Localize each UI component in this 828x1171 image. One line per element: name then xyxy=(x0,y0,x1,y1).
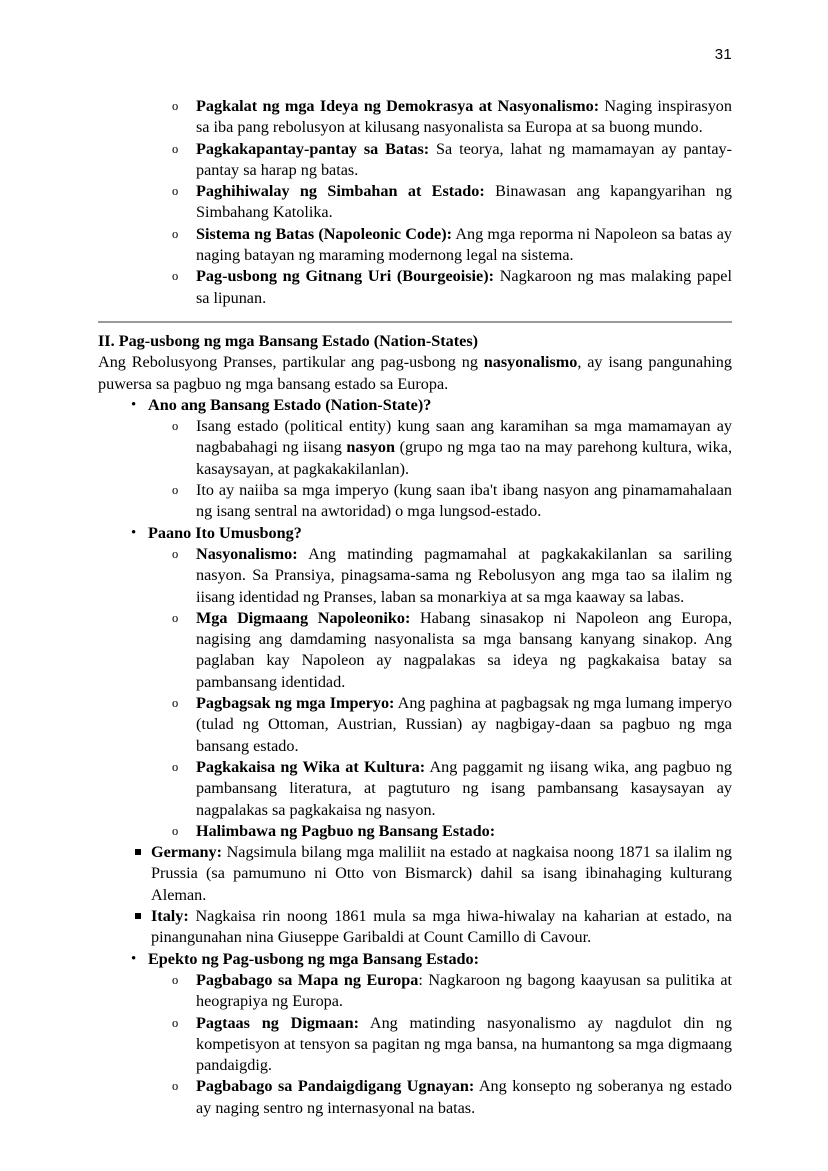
how-it-rose-list xyxy=(98,544,732,949)
item-term: Pagkalat ng mga Ideya ng Demokrasya at Nasyonalismo: xyxy=(196,97,600,115)
list-item-group xyxy=(98,949,732,1119)
list-item xyxy=(98,544,732,608)
list-item-group xyxy=(98,523,732,949)
circle-marker-icon: o xyxy=(172,1015,179,1030)
circle-marker-icon: o xyxy=(172,546,179,561)
item-term: Pagkakaisa ng Wika at Kultura: xyxy=(196,757,426,776)
list-item xyxy=(98,693,732,757)
item-text-post: (grupo ng mga tao na may parehong kultura, wika, kasaysayan, at pagkakakilanlan). xyxy=(196,438,733,478)
circle-marker-icon: o xyxy=(172,226,179,241)
item-term: Mga Digmaang Napoleoniko: xyxy=(196,608,411,627)
item-text: : Nagkaroon ng bagong kaayusan sa pulitika at heograpiya ng Europa. xyxy=(196,970,733,1011)
item-term: Italy: xyxy=(151,907,189,926)
circle-marker-icon: o xyxy=(172,972,179,987)
page-number: 31 xyxy=(714,46,732,63)
item-text: Naging inspirasyon sa iba pang rebolusyon at kilusang nasyonalista sa Europa at sa buong mundo. xyxy=(196,97,732,137)
list-item xyxy=(98,608,732,693)
item-term: Germany: xyxy=(151,843,223,862)
list-item xyxy=(98,821,732,949)
item-text: Nagkaroon ng mas malaking papel sa lipunan. xyxy=(196,267,732,307)
list-item xyxy=(98,1076,732,1119)
item-text: Ang matinding pagmamahal at pagkakakilanlan sa sariling nasyon. Sa Pransiya, pinagsama-sama ng Rebolusyon ang mga tao sa ilalim ng iisang identidad ng Pranses, laban sa monarkiya at sa mga kaaway sa labas. xyxy=(196,544,732,606)
list-item xyxy=(98,906,732,949)
item-text: Ang matinding nasyonalismo ay nagdulot din ng kompetisyon at tensyon sa pagitan ng mga bansa, na humantong sa mga digmaang pandaigdig. xyxy=(196,1013,732,1075)
circle-marker-icon: o xyxy=(172,1079,179,1094)
list-item xyxy=(98,757,732,821)
circle-marker-icon: o xyxy=(172,823,179,838)
intro-keyword: nasyonalismo xyxy=(483,353,578,372)
item-term: Pagkakapantay-pantay sa Batas: xyxy=(196,139,430,158)
bullet-marker-icon: • xyxy=(131,396,137,413)
item-term: Pagbabago sa Mapa ng Europa xyxy=(196,970,419,989)
group-heading: Epekto ng Pag-usbong ng mga Bansang Estado: xyxy=(148,949,480,968)
group-heading: Paano Ito Umusbong? xyxy=(148,523,302,542)
bullet-marker-icon: • xyxy=(131,524,137,541)
list-item xyxy=(98,842,732,906)
circle-marker-icon: o xyxy=(172,483,179,498)
item-term: Sistema ng Batas (Napoleonic Code): xyxy=(196,224,453,243)
section2-group-list xyxy=(98,395,732,1119)
list-item xyxy=(98,181,732,224)
example-heading: Halimbawa ng Pagbuo ng Bansang Estado: xyxy=(196,821,496,840)
intro-part-2: , ay isang pangunahing puwersa sa pagbuo ng mga bansang estado sa Europa. xyxy=(98,353,732,393)
list-item xyxy=(98,139,732,182)
item-text: Ito ay naiiba sa mga imperyo (kung saan iba't ibang nasyon ang pinamamahalaan ng isang sentral na awtoridad) o mga lungsod-estado. xyxy=(196,481,732,521)
list-item xyxy=(98,416,732,480)
item-text: Habang sinasakop ni Napoleon ang Europa, nagising ang damdaming nasyonalista sa mga bansang kanyang sinakop. Ang paglaban kay Napoleon ay nagpalakas sa ideya ng pagkakaisa batay sa pambansang identidad. xyxy=(196,608,732,691)
document-content-lower xyxy=(98,331,732,1119)
list-item xyxy=(98,96,732,139)
item-text: Nagkaisa rin noong 1861 mula sa mga hiwa-hiwalay na kaharian at estado, na pinangunahan nina Giuseppe Garibaldi at Count Camillo di Cavour. xyxy=(151,907,732,947)
list-item xyxy=(98,224,732,267)
group-heading: Ano ang Bansang Estado (Nation-State)? xyxy=(148,395,432,414)
bullet-marker-icon: • xyxy=(131,950,137,967)
circle-marker-icon: o xyxy=(172,269,179,284)
effects-list xyxy=(98,970,732,1119)
item-term: Pagtaas ng Digmaan: xyxy=(196,1013,359,1032)
item-term: Paghihiwalay ng Simbahan at Estado: xyxy=(196,182,485,201)
list-item xyxy=(98,970,732,1013)
circle-marker-icon: o xyxy=(172,610,179,625)
item-term: Nasyonalismo: xyxy=(196,544,298,563)
intro-part-1: Ang Rebolusyong Pranses, partikular ang pag-usbong ng xyxy=(98,353,484,372)
item-text-pre: Isang estado (political entity) kung saan ang karamihan sa mga mamamayan ay nagbabahagi ng iisang xyxy=(196,417,732,457)
nation-state-examples-list xyxy=(98,842,732,948)
item-term: Pagbabago sa Pandaigdigang Ugnayan: xyxy=(196,1077,475,1096)
circle-marker-icon: o xyxy=(172,99,179,113)
section-intro-paragraph xyxy=(98,352,732,395)
item-text: Binawasan ang kapangyarihan ng Simbahang Katolika. xyxy=(196,182,732,222)
item-text: Ang paggamit ng iisang wika, ang pagbuo ng pambansang literatura, at pagtuturo ng isang pambansang kasaysayan ay nagpalakas sa pagkakaisa ng nasyon. xyxy=(196,757,732,819)
nation-state-definition-list xyxy=(98,416,732,522)
item-keyword: nasyon xyxy=(346,438,395,457)
circle-marker-icon: o xyxy=(172,184,179,199)
circle-marker-icon: o xyxy=(172,419,179,434)
circle-marker-icon: o xyxy=(172,696,179,711)
section-heading: II. Pag-usbong ng mga Bansang Estado (Nation-States) xyxy=(98,332,479,350)
item-term: Pagbagsak ng mga Imperyo: xyxy=(196,694,395,713)
list-item xyxy=(98,266,732,309)
item-text: Ang paghina at pagbagsak ng mga lumang imperyo (tulad ng Ottoman, Austrian, Russian) ay nagbigay-daan sa pagbuo ng mga bansang estado. xyxy=(196,694,732,755)
list-item xyxy=(98,480,732,523)
top-continued-list xyxy=(98,96,732,309)
item-term: Pag-usbong ng Gitnang Uri (Bourgeoisie): xyxy=(196,267,495,286)
circle-marker-icon: o xyxy=(172,141,179,156)
section-divider xyxy=(98,321,732,323)
item-text: Ang mga reporma ni Napoleon sa batas ay naging batayan ng maraming modernong legal na sistema. xyxy=(196,224,732,265)
item-text: Ang konsepto ng soberanya ng estado ay naging sentro ng internasyonal na batas. xyxy=(196,1077,732,1117)
circle-marker-icon: o xyxy=(172,759,179,774)
list-item xyxy=(98,1013,732,1077)
item-text: Nagsimula bilang mga maliliit na estado at nagkaisa noong 1871 sa ilalim ng Prussia (sa pamumuno ni Otto von Bismarck) dahil sa isang ibinahaging kulturang Aleman. xyxy=(151,843,732,904)
list-item-group xyxy=(98,395,732,523)
square-marker-icon xyxy=(135,849,141,855)
square-marker-icon xyxy=(135,913,141,919)
document-content xyxy=(98,96,732,326)
item-text: Sa teorya, lahat ng mamamayan ay pantay-pantay sa harap ng batas. xyxy=(196,139,732,179)
